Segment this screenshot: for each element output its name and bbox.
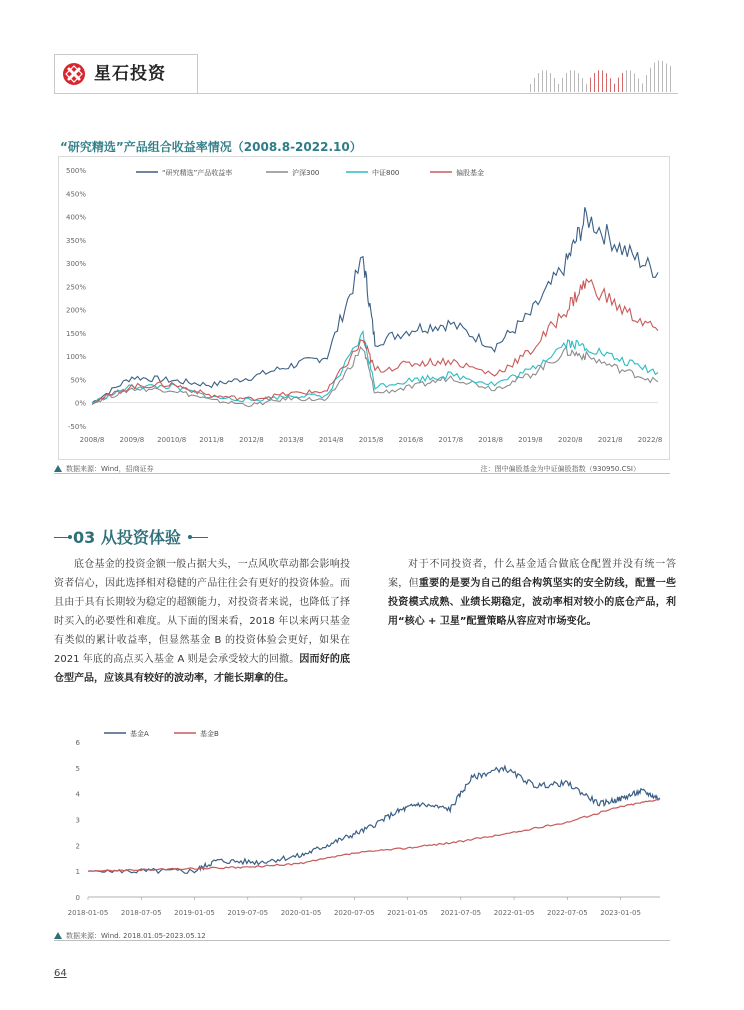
chart1-y-tick-label: 150%: [65, 329, 86, 338]
chart2-separator: [54, 940, 670, 941]
chart1-legend-label: 中证800: [372, 169, 400, 177]
decorative-bar: [554, 78, 555, 92]
red-x-diamond-icon: [62, 62, 86, 86]
chart1-y-tick-label: 300%: [65, 260, 86, 269]
chart1-y-tick-label: -50%: [67, 423, 86, 431]
chart1-x-tick-label: 2022/8: [637, 436, 663, 444]
decorative-bar: [558, 84, 559, 92]
page-number: 64: [54, 968, 67, 979]
chart1-x-tick-label: 2014/8: [318, 436, 344, 444]
chart1-title: “研究精选”产品组合收益率情况（2008.8-2022.10）: [60, 140, 362, 154]
chart1-x-tick-label: 2017/8: [438, 436, 464, 444]
decorative-bars-icon: [528, 54, 674, 94]
chart1-x-tick-label: 2016/8: [398, 436, 424, 444]
chart2-source: 数据来源：Wind. 2018.01.05-2023.05.12: [66, 932, 206, 940]
section-rule-right: [190, 537, 208, 538]
chart2-y-tick-label: 4: [75, 790, 80, 799]
chart1-legend-label: 沪深300: [292, 169, 320, 177]
triangle-icon: [54, 465, 62, 472]
chart2-series-line: [88, 799, 660, 871]
chart2-y-tick-label: 0: [75, 894, 80, 902]
chart1-x-tick-label: 2011/8: [199, 436, 224, 444]
decorative-bar: [586, 84, 587, 92]
chart2-plot: [54, 722, 670, 922]
decorative-bar: [546, 70, 547, 92]
chart1-x-tick-label: 2012/8: [239, 436, 264, 444]
decorative-bar: [662, 61, 663, 92]
chart2-y-tick-label: 2: [75, 842, 80, 851]
paragraph-left: [54, 555, 350, 688]
decorative-bar: [538, 73, 539, 92]
chart1-legend-label: “研究精选”产品收益率: [162, 169, 233, 177]
decorative-bar: [622, 73, 623, 92]
chart1-x-tick-label: 2020/8: [557, 436, 583, 444]
decorative-bar: [630, 70, 631, 92]
decorative-bar: [542, 70, 543, 92]
decorative-bar: [562, 78, 563, 92]
decorative-bar: [602, 70, 603, 92]
chart1-y-tick-label: 250%: [65, 283, 86, 292]
chart1-legend-label: 偏股基金: [456, 169, 484, 177]
decorative-bar: [646, 75, 647, 92]
paragraph-right-bold: 重要的是要为自己的组合构筑坚实的安全防线，配置一些投资模式成熟、业绩长期稳定，波动率相对较小的底仓产品，利用“核心 + 卫星”配置策略从容应对市场变化。: [388, 578, 677, 627]
decorative-bar: [658, 60, 659, 92]
chart1-x-tick-label: 2018/8: [478, 436, 503, 444]
decorative-bar: [606, 73, 607, 92]
brand-name: 星石投资: [94, 64, 166, 84]
decorative-bar: [590, 78, 591, 92]
triangle-icon: [54, 932, 62, 939]
chart2-y-tick-label: 5: [75, 764, 80, 773]
chart2-x-tick-label: 2021-07-05: [440, 909, 482, 917]
chart2-x-tick-label: 2022-01-05: [493, 909, 535, 917]
decorative-bar: [650, 68, 651, 92]
decorative-bar: [594, 73, 595, 92]
chart2-legend-label: 基金A: [130, 730, 149, 738]
paragraph-right: [388, 555, 676, 631]
decorative-bar: [598, 70, 599, 92]
chart2-x-tick-label: 2020-07-05: [333, 909, 375, 917]
chart2-x-tick-label: 2019-01-05: [174, 909, 215, 917]
chart2-y-tick-label: 1: [75, 868, 80, 877]
chart1-x-tick-label: 2008/8: [79, 436, 105, 444]
decorative-bar: [642, 84, 643, 92]
paragraph-left-bold: 因而好的底仓型产品，应该具有较好的波动率，才能长期拿的住。: [54, 654, 351, 684]
decorative-bar: [654, 63, 655, 92]
chart1-y-tick-label: 500%: [65, 167, 86, 175]
chart1-y-tick-label: 400%: [65, 213, 86, 222]
section-title: 03 从投资体验: [73, 528, 181, 547]
decorative-bar: [570, 70, 571, 92]
decorative-bar: [610, 78, 611, 92]
chart1-plot: [58, 156, 670, 460]
decorative-bar: [550, 73, 551, 92]
decorative-bar: [666, 63, 667, 92]
decorative-bar: [530, 84, 531, 92]
chart2-x-tick-label: 2021-01-05: [387, 909, 428, 917]
chart1-y-tick-label: 450%: [65, 190, 86, 199]
chart1-y-tick-label: 100%: [65, 353, 86, 362]
chart2-x-tick-label: 2018-07-05: [120, 909, 162, 917]
chart1-x-tick-label: 2009/8: [119, 436, 145, 444]
chart1-x-tick-label: 2021/8: [597, 436, 623, 444]
decorative-bar: [614, 84, 615, 92]
decorative-bar: [626, 70, 627, 92]
decorative-bar: [582, 78, 583, 92]
chart2-y-tick-label: 6: [75, 739, 80, 747]
chart2-x-tick-label: 2020-01-05: [280, 909, 322, 917]
decorative-bar: [618, 78, 619, 92]
chart2-x-tick-label: 2018-01-05: [67, 909, 109, 917]
chart1-x-tick-label: 2013/8: [278, 436, 304, 444]
chart2-legend-label: 基金B: [200, 730, 219, 738]
chart2-y-tick-label: 3: [75, 816, 80, 825]
decorative-bar: [638, 78, 639, 92]
chart1-y-tick-label: 200%: [65, 306, 86, 315]
chart2-x-tick-label: 2022-07-05: [546, 909, 588, 917]
paragraph-left-text: 底仓基金的投资金额一般占据大头，一点风吹草动都会影响投资者信心，因此选择相对稳健的产品往往会有更好的投资体验。而且由于具有长期较为稳定的超额能力，对投资者来说，也降低了择时买入的必要性和难度。从下面的图来看，2018 年以来两只基金有类似的累计收益率，但显然基金 B 的投资体验会更好，如果在 2021 年底的高点买入基金 A 则是会承受较大的回撤。: [54, 559, 350, 665]
decorative-bar: [634, 73, 635, 92]
decorative-bar: [578, 73, 579, 92]
chart1-y-tick-label: 350%: [65, 236, 86, 245]
chart2-x-tick-label: 2023-01-05: [600, 909, 641, 917]
chart1-separator: [54, 473, 670, 474]
decorative-bar: [574, 70, 575, 92]
chart1-x-tick-label: 2015/8: [358, 436, 384, 444]
chart1-note: 注：图中偏股基金为中证偏股指数（930950.CSI）: [480, 465, 640, 473]
chart1-x-tick-label: 2019/8: [518, 436, 543, 444]
chart1-source: 数据来源：Wind，招商证券: [66, 465, 154, 473]
paragraph-right-text: 对于不同投资者，什么基金适合做底仓配置并没有统一答案，但: [388, 559, 676, 589]
decorative-bar: [534, 78, 535, 92]
decorative-bar: [566, 73, 567, 92]
chart1-y-tick-label: 50%: [70, 376, 86, 385]
chart2-x-tick-label: 2019-07-05: [227, 909, 269, 917]
decorative-bar: [670, 66, 671, 92]
chart1-series-line: [92, 347, 658, 407]
section-dot-left-icon: [68, 535, 72, 539]
chart1-x-tick-label: 20010/8: [157, 436, 187, 444]
chart1-y-tick-label: 0%: [74, 399, 86, 408]
